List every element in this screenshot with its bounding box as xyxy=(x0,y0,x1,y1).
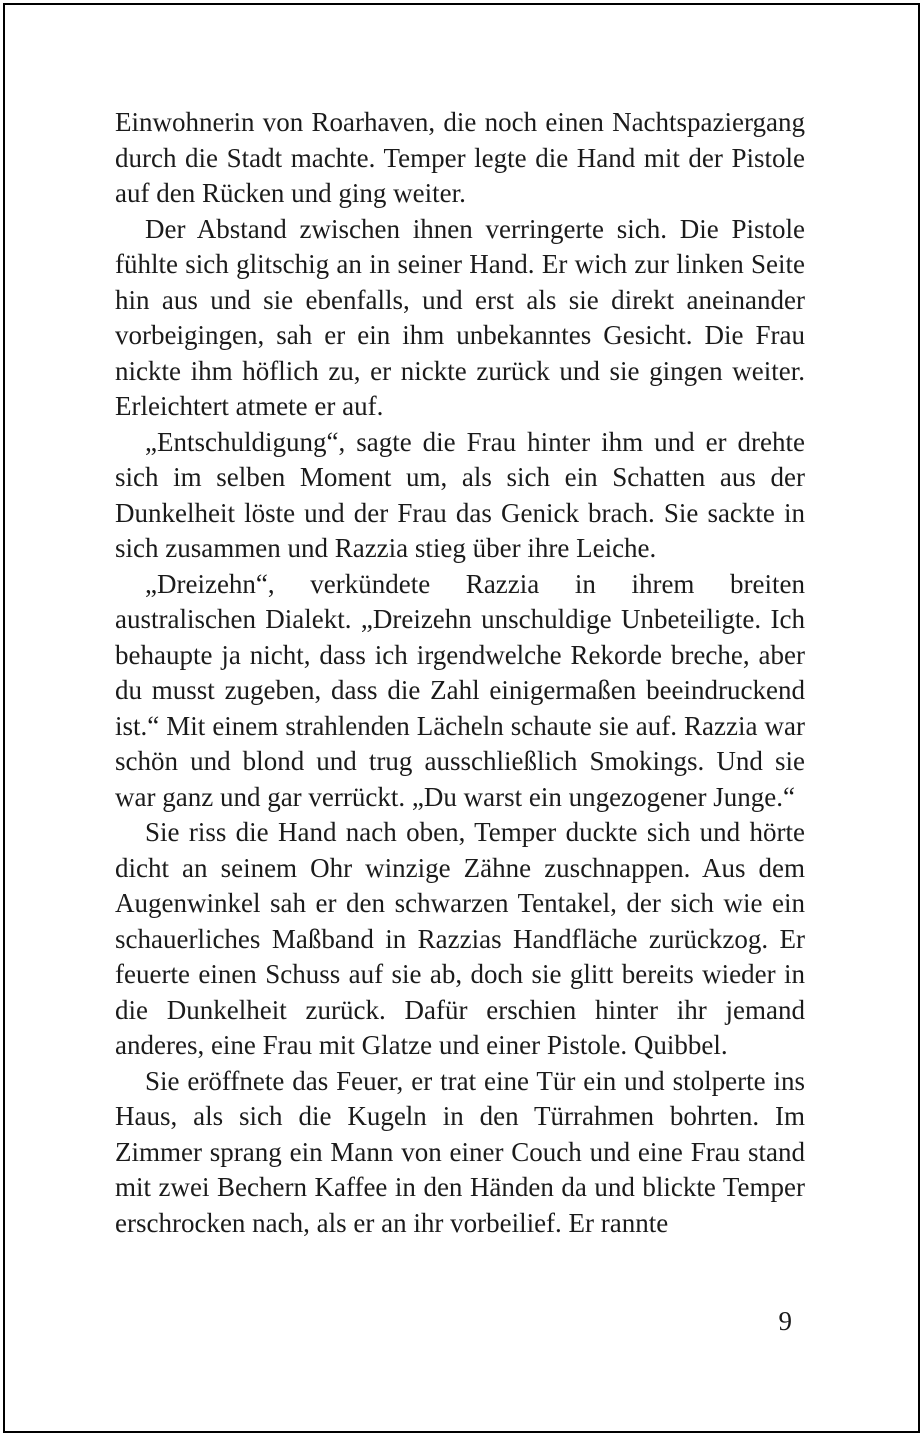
paragraph: Einwohnerin von Roarhaven, die noch einen Nachtspaziergang durch die Stadt machte. Temper legte die Hand mit der Pistole auf den Rücken und ging weiter. xyxy=(115,107,805,208)
book-page xyxy=(3,3,920,1433)
paragraph: „Entschuldigung“, sagte die Frau hinter ihm und er drehte sich im selben Moment um, als sich ein Schatten aus der Dunkelheit löste und der Frau das Genick brach. Sie sackte in sich zusammen und Razzia stieg über ihre Leiche. xyxy=(115,426,805,563)
text-block xyxy=(115,105,805,1241)
page-number: 9 xyxy=(778,1306,792,1336)
paragraph: Der Abstand zwischen ihnen verringerte sich. Die Pistole fühlte sich glitschig an in seiner Hand. Er wich zur linken Seite hin aus und sie ebenfalls, und erst als sie direkt aneinander vorbeigingen, sah er ein ihm unbekanntes Gesicht. Die Frau nickte ihm höflich zu, er nickte zurück und sie gingen weiter. Erleichtert atmete er auf. xyxy=(115,213,805,421)
paragraph: Sie riss die Hand nach oben, Temper duckte sich und hörte dicht an seinem Ohr winzige Zähne zuschnappen. Aus dem Augenwinkel sah er den schwarzen Tentakel, der sich wie ein schauerliches Maßband in Razzias Handfläche zurückzog. Er feuerte einen Schuss auf sie ab, doch sie glitt bereits wieder in die Dunkelheit zurück. Dafür erschien hinter ihr jemand anderes, eine Frau mit Glatze und einer Pistole. Quibbel. xyxy=(115,817,805,1060)
paragraph: „Dreizehn“, verkündete Razzia in ihrem breiten australischen Dialekt. „Dreizehn unschuldige Unbeteiligte. Ich behaupte ja nicht, dass ich irgendwelche Rekorde breche, aber du musst zugeben, dass die Zahl einigermaßen beeindruckend ist.“ Mit einem strahlenden Lächeln schaute sie auf. Razzia war schön und blond und trug ausschließlich Smokings. Und sie war ganz und gar verrückt. „Du warst ein ungezogener Junge.“ xyxy=(115,568,805,812)
paragraph: Sie eröffnete das Feuer, er trat eine Tür ein und stolperte ins Haus, als sich die Kugeln in den Türrahmen bohrten. Im Zimmer sprang ein Mann von einer Couch und eine Frau stand mit zwei Bechern Kaffee in den Händen da und blickte Temper erschrocken nach, als er an ihr vorbeilief. Er rannte xyxy=(115,1065,805,1238)
